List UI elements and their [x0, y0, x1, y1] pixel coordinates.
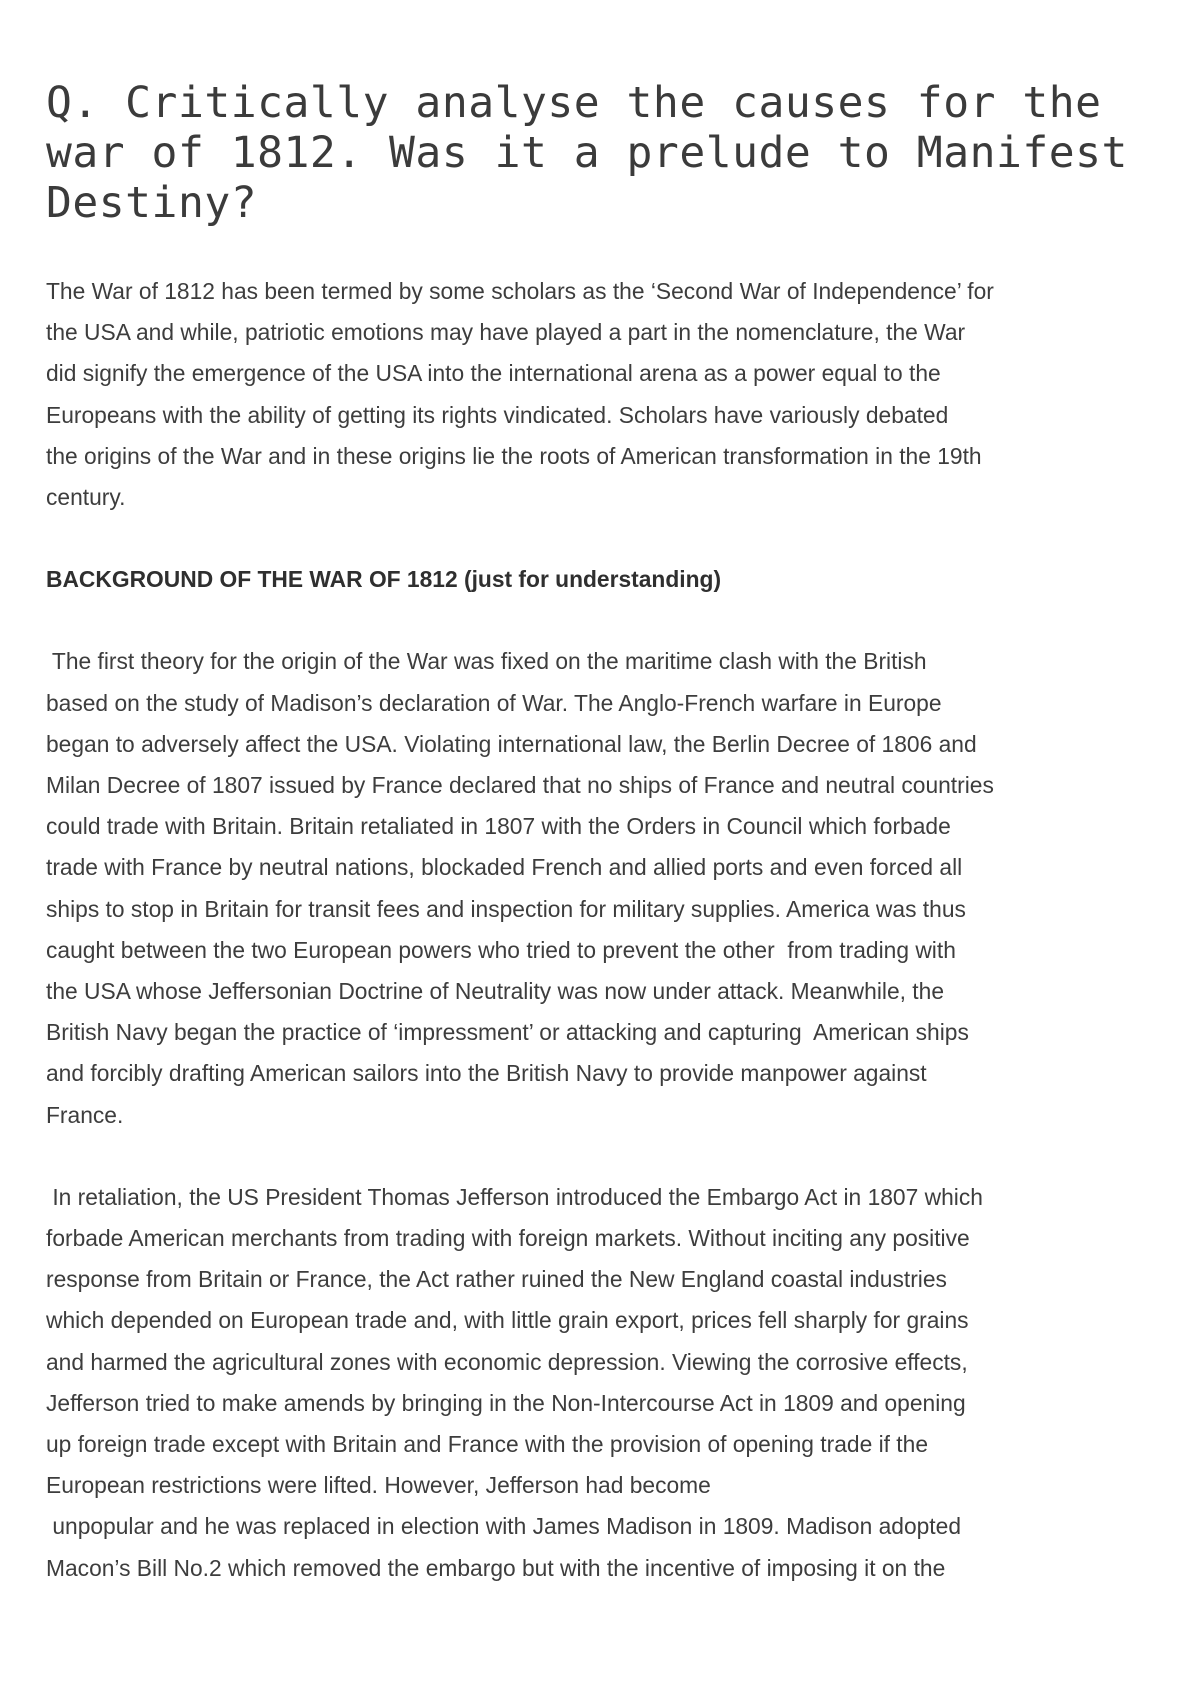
- text-line: did signify the emergence of the USA into the international arena as a power equal to the: [46, 360, 941, 387]
- text-line: France.: [46, 1101, 124, 1128]
- text-line: century.: [46, 484, 126, 511]
- title-line: Q. Critically analyse the causes for the: [46, 78, 1102, 128]
- text-line: In retaliation, the US President Thomas Jefferson introduced the Embargo Act in 1807 which: [46, 1183, 983, 1210]
- text-line: Europeans with the ability of getting its rights vindicated. Scholars have variously debated: [46, 401, 949, 428]
- text-line: began to adversely affect the USA. Violating international law, the Berlin Decree of 1806 and: [46, 730, 977, 757]
- paragraph-maritime-clash: [46, 641, 1166, 1135]
- text-line: trade with France by neutral nations, blockaded French and allied ports and even forced all: [46, 854, 963, 881]
- text-line: the USA whose Jeffersonian Doctrine of Neutrality was now under attack. Meanwhile, the: [46, 978, 944, 1005]
- text-line: and harmed the agricultural zones with economic depression. Viewing the corrosive effects,: [46, 1348, 968, 1375]
- text-line: Jefferson tried to make amends by bringing in the Non-Intercourse Act in 1809 and opening: [46, 1389, 966, 1416]
- text-line: Milan Decree of 1807 issued by France declared that no ships of France and neutral countries: [46, 772, 994, 799]
- text-line: the origins of the War and in these origins lie the roots of American transformation in the 19th: [46, 442, 982, 469]
- text-line: ships to stop in Britain for transit fees and inspection for military supplies. America was thus: [46, 895, 966, 922]
- text-line: up foreign trade except with Britain and France with the provision of opening trade if the: [46, 1431, 928, 1458]
- text-line: forbade American merchants from trading with foreign markets. Without inciting any positive: [46, 1225, 970, 1252]
- text-line: caught between the two European powers who tried to prevent the other from trading with: [46, 936, 956, 963]
- text-line: The War of 1812 has been termed by some scholars as the ‘Second War of Independence’ for: [46, 278, 994, 304]
- text-line: could trade with Britain. Britain retaliated in 1807 with the Orders in Council which forbade: [46, 813, 951, 840]
- text-line: European restrictions were lifted. However, Jefferson had become: [46, 1472, 711, 1499]
- intro-paragraph: [46, 271, 1166, 518]
- text-line: based on the study of Madison’s declaration of War. The Anglo-French warfare in Europe: [46, 689, 942, 716]
- paragraph-embargo-act: [46, 1177, 1166, 1589]
- text-line: unpopular and he was replaced in election with James Madison in 1809. Madison adopted: [46, 1513, 961, 1540]
- text-line: response from Britain or France, the Act rather ruined the New England coastal industries: [46, 1266, 947, 1293]
- title-line: Destiny?: [46, 178, 258, 228]
- text-line: which depended on European trade and, with little grain export, prices fell sharply for grains: [46, 1307, 969, 1334]
- text-line: and forcibly drafting American sailors into the British Navy to provide manpower against: [46, 1060, 927, 1087]
- text-line: British Navy began the practice of ‘impressment’ or attacking and capturing American ships: [46, 1019, 969, 1046]
- text-line: Macon’s Bill No.2 which removed the embargo but with the incentive of imposing it on the: [46, 1554, 946, 1581]
- background-heading: BACKGROUND OF THE WAR OF 1812 (just for understanding): [46, 566, 722, 593]
- text-line: the USA and while, patriotic emotions may have played a part in the nomenclature, the War: [46, 319, 966, 346]
- title-line: war of 1812. Was it a prelude to Manifest: [46, 128, 1128, 178]
- text-line: The first theory for the origin of the War was fixed on the maritime clash with the British: [46, 648, 927, 675]
- document-page: [46, 78, 1166, 1630]
- question-title: [46, 78, 1166, 228]
